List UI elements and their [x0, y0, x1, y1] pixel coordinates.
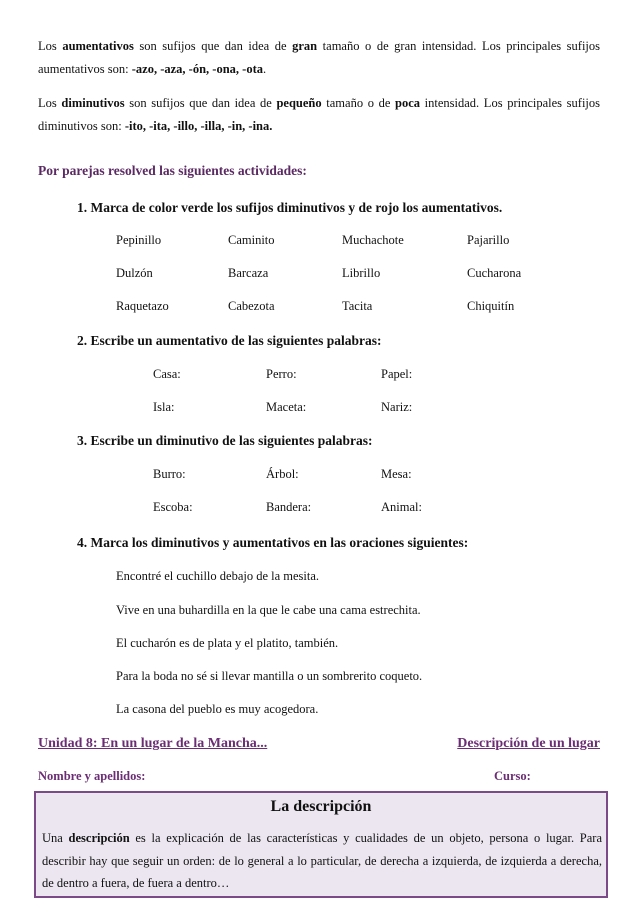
word-cell: Muchachote	[342, 233, 404, 247]
term-gran: gran	[292, 39, 318, 53]
word-cell: Chiquitín	[467, 299, 515, 313]
term-pequeno: pequeño	[276, 96, 322, 110]
word-prompt: Árbol:	[266, 467, 299, 481]
activities-heading: Por parejas resolved las siguientes actividades:	[38, 163, 307, 178]
word-prompt: Burro:	[153, 467, 186, 481]
text: Los	[38, 96, 62, 110]
sentence: Vive en una buhardilla en la que le cabe una cama estrechita.	[116, 603, 421, 617]
word-cell: Pajarillo	[467, 233, 510, 247]
word-prompt: Nariz:	[381, 400, 413, 414]
activity4-title: 4. Marca los diminutivos y aumentativos en las oraciones siguientes:	[77, 535, 469, 550]
word-prompt: Perro:	[266, 367, 297, 381]
text: tamaño o de	[321, 96, 396, 110]
text: .	[262, 62, 267, 76]
word-cell: Cabezota	[228, 299, 275, 313]
word-cell: Barcaza	[228, 266, 269, 280]
text: son sufijos que dan idea de	[124, 96, 277, 110]
word-prompt: Mesa:	[381, 467, 412, 481]
word-cell: Caminito	[228, 233, 275, 247]
activity3-title: 3. Escribe un diminutivo de las siguientes palabras:	[77, 433, 373, 448]
word-cell: Tacita	[342, 299, 373, 313]
term-descripcion: descripción	[68, 831, 130, 845]
sentence: Para la boda no sé si llevar mantilla o un sombrerito coqueto.	[116, 669, 423, 683]
course-label: Curso:	[494, 769, 531, 783]
text: Los	[38, 39, 63, 53]
word-prompt: Animal:	[381, 500, 422, 514]
term-poca: poca	[395, 96, 421, 110]
description-box	[34, 791, 608, 898]
word-prompt: Escoba:	[153, 500, 193, 514]
word-cell: Pepinillo	[116, 233, 162, 247]
term-aumentativos: aumentativos	[62, 39, 134, 53]
sentence: La casona del pueblo es muy acogedora.	[116, 702, 319, 716]
sentence: Encontré el cuchillo debajo de la mesita.	[116, 569, 320, 583]
unit-title: Unidad 8: En un lugar de la Mancha...	[38, 736, 268, 751]
text: Una	[42, 831, 69, 845]
intro-diminutivos	[38, 92, 600, 138]
term-diminutivos: diminutivos	[61, 96, 125, 110]
text: son sufijos que dan idea de	[133, 39, 293, 53]
activity1-title: 1. Marca de color verde los sufijos diminutivos y de rojo los aumentativos.	[77, 200, 503, 215]
intro-aumentativos	[38, 35, 600, 81]
box-text	[42, 827, 602, 895]
text: intensidad. Los principales sufijos diminutivos son:	[38, 96, 601, 133]
word-prompt: Casa:	[153, 367, 181, 381]
word-cell: Cucharona	[467, 266, 522, 280]
name-label: Nombre y apellidos:	[38, 769, 146, 783]
activity2-title: 2. Escribe un aumentativo de las siguientes palabras:	[77, 333, 382, 348]
text: tamaño o de gran intensidad. Los principales sufijos aumentativos son:	[38, 39, 601, 76]
word-cell: Librillo	[342, 266, 381, 280]
word-cell: Raquetazo	[116, 299, 169, 313]
box-title: La descripción	[270, 798, 372, 815]
text: es la explicación de las características y cualidades de un objeto, persona o lugar. Para describir hay que seguir un orden: de lo general a lo particular, de derecha a izquierda, de izquierda a derecha, de dentro a fuera, de fuera a dentro…	[42, 831, 602, 890]
unit-topic: Descripción de un lugar	[457, 736, 600, 751]
word-prompt: Maceta:	[266, 400, 307, 414]
suffix-list-diminutivos: -ito, -ita, -illo, -illa, -in, -ina.	[124, 119, 273, 133]
word-cell: Dulzón	[116, 266, 153, 280]
word-prompt: Isla:	[153, 400, 175, 414]
sentence: El cucharón es de plata y el platito, también.	[116, 636, 339, 650]
word-prompt: Bandera:	[266, 500, 312, 514]
word-prompt: Papel:	[381, 367, 413, 381]
suffix-list-aumentativos: -azo, -aza, -ón, -ona, -ota	[131, 62, 263, 76]
